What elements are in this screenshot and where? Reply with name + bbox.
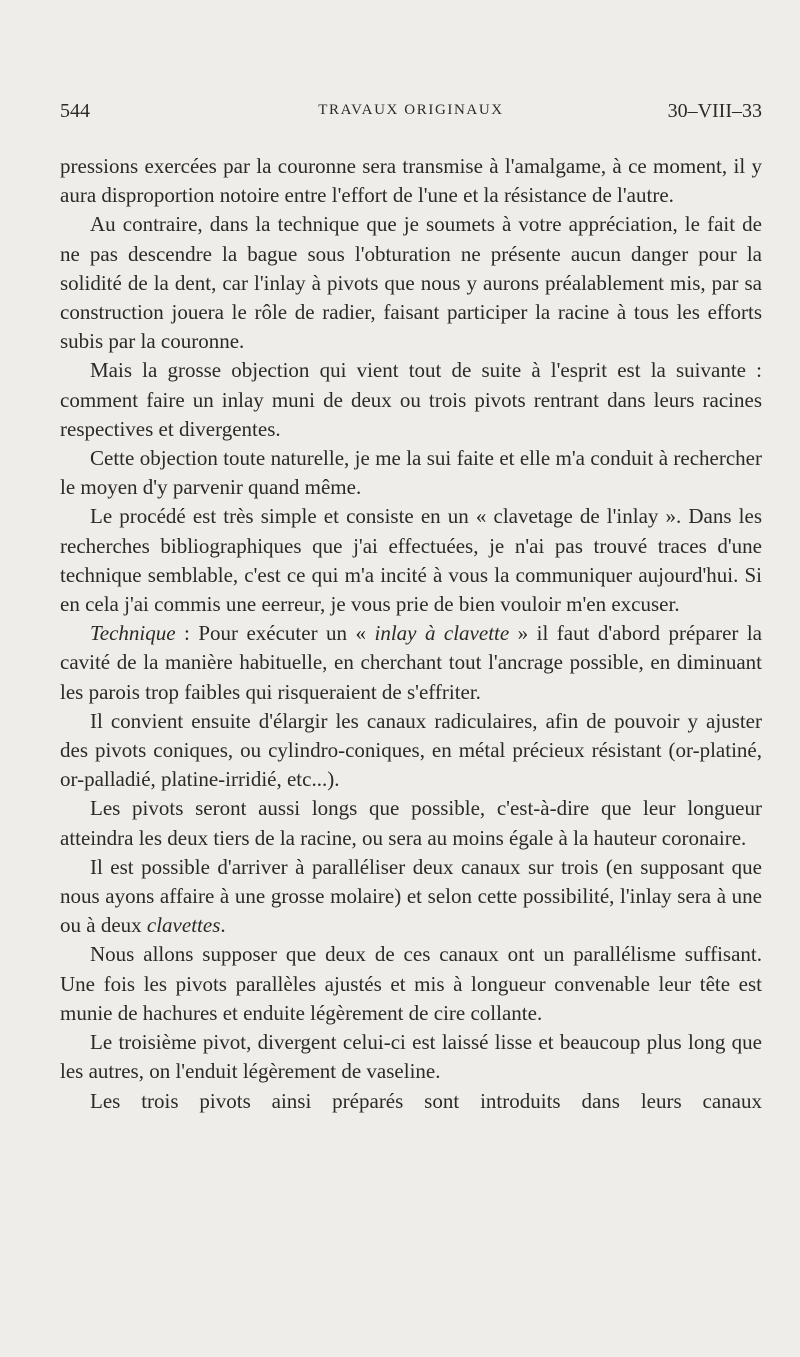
text-run: . bbox=[220, 913, 226, 938]
running-title: TRAVAUX ORIGINAUX bbox=[318, 102, 504, 118]
paragraph: Le troisième pivot, divergent celui-ci est laissé lisse et beaucoup plus long que les autres, on l'enduit légèrement de vaseline. bbox=[60, 1030, 762, 1084]
paragraph: Nous allons supposer que deux de ces canaux ont un parallélisme suffisant. Une fois les pivots parallèles ajustés et mis à longueur convenable leur tête est munie de hachures et enduite légèrement de cire collante. bbox=[60, 942, 762, 1025]
paragraph bbox=[60, 619, 762, 707]
paragraph-lead: Technique bbox=[90, 621, 176, 646]
paragraph: Au contraire, dans la technique que je soumets à votre appréciation, le fait de ne pas descendre la bague sous l'obturation ne présente aucun danger pour la solidité de la dent, car l'inlay à pivots que nous y aurons préalablement mis, par sa construction jouera le rôle de radier, faisant participer la racine à tous les efforts subis par la couronne. bbox=[60, 212, 762, 354]
text-run: » il faut d'abord préparer la cavité de la manière habituelle, en cherchant tout l'ancrage possible, en diminuant les parois trop faibles qui risqueraient de s'effriter. bbox=[60, 621, 763, 704]
paragraph: Les pivots seront aussi longs que possible, c'est-à-dire que leur longueur atteindra les deux tiers de la racine, ou sera au moins égale à la hauteur coronaire. bbox=[60, 796, 762, 850]
text-run: : Pour exécuter un « bbox=[175, 621, 375, 646]
emphasis: inlay à clavette bbox=[374, 621, 510, 646]
paragraph: pressions exercées par la couronne sera transmise à l'amalgame, à ce moment, il y aura disproportion notoire entre l'effort de l'une et la résistance de l'autre. bbox=[60, 154, 762, 208]
paragraph: Les trois pivots ainsi préparés sont introduits dans leurs canaux bbox=[90, 1088, 762, 1113]
paragraph bbox=[60, 853, 762, 941]
paragraph: Il convient ensuite d'élargir les canaux radiculaires, afin de pouvoir y ajuster des pivots coniques, ou cylindro-coniques, en métal précieux résistant (or-platiné, or-palladié, platine-irridié, etc...). bbox=[60, 708, 762, 792]
paragraph: Cette objection toute naturelle, je me la sui faite et elle m'a conduit à rechercher le moyen d'y parvenir quand même. bbox=[60, 446, 762, 500]
issue-date: 30–VIII–33 bbox=[667, 100, 762, 122]
paragraph: Le procédé est très simple et consiste en un « clavetage de l'inlay ». Dans les recherches bibliographiques que j'ai effectuées, je n'ai pas trouvé traces d'une technique semblable, c'est ce qui m'a incité à vous la communiquer aujourd'hui. Si en cela j'ai commis une eerreur, je vous prie de bien vouloir m'en excuser. bbox=[60, 504, 762, 617]
page-number: 544 bbox=[60, 100, 90, 122]
emphasis: clavettes bbox=[146, 913, 221, 938]
text-run: Il est possible d'arriver à paralléliser deux canaux sur trois (en supposant que nous ayons affaire à une grosse molaire) et selon cette possibilité, l'inlay sera à une ou à deux bbox=[60, 854, 762, 938]
paragraph: Mais la grosse objection qui vient tout de suite à l'esprit est la suivante : comment faire un inlay muni de deux ou trois pivots rentrant dans leurs racines respectives et divergentes. bbox=[60, 358, 762, 441]
running-header bbox=[60, 100, 762, 132]
body-text bbox=[60, 152, 762, 1116]
